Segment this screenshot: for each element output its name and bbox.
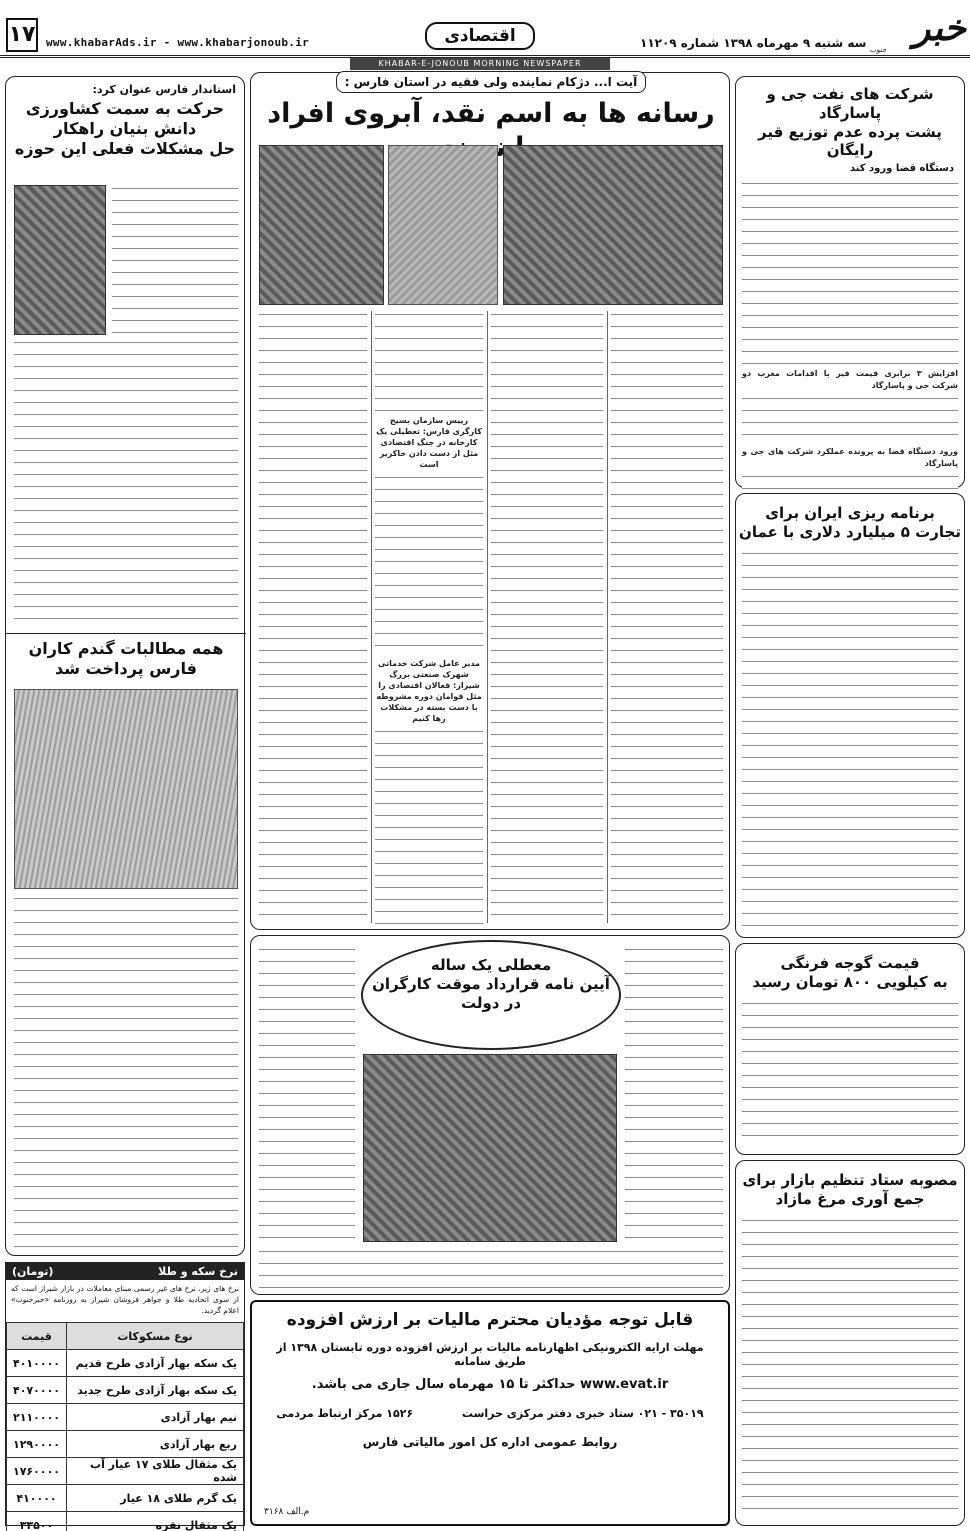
table-row xyxy=(7,1485,244,1512)
coin-type: نیم بهار آزادی xyxy=(67,1404,244,1431)
story-oil-companies xyxy=(735,76,965,488)
story-headline-line: در دولت xyxy=(460,993,522,1012)
coin-price: ۴۰۱۰۰۰۰ xyxy=(7,1350,67,1377)
tax-advertisement xyxy=(250,1300,730,1526)
section-title: اقتصادی xyxy=(425,22,535,50)
coin-price: ۳۳۵۰۰ xyxy=(7,1512,67,1531)
table-title: نرخ سکه و طلا xyxy=(158,1265,238,1278)
column-divider xyxy=(607,311,608,923)
story-temporary-contracts xyxy=(250,935,730,1295)
story-body-text xyxy=(611,311,723,923)
logo-subtitle: جنوب xyxy=(870,46,887,54)
table-unit: (تومان) xyxy=(12,1265,54,1278)
section-divider xyxy=(6,633,246,634)
table-row xyxy=(7,1404,244,1431)
coin-price: ۴۰۷۰۰۰۰ xyxy=(7,1377,67,1404)
newspaper-logo: خبر xyxy=(913,7,966,49)
photo-officials-standing xyxy=(259,145,384,305)
story-subhead: رییس سازمان بسیج کارگری فارس: تعطیلی یک کارخانه در جنگ اقتصادی مثل از دست دادن خاکریز است xyxy=(376,416,482,469)
story-headline-line: آیین نامه قرارداد موقت کارگران xyxy=(372,974,610,993)
story-inline-head: ورود دستگاه قضا به پرونده عملکرد شرکت های جی و پاسارگاد xyxy=(742,446,958,468)
page-header xyxy=(0,0,970,58)
story-body-text xyxy=(742,1000,958,1145)
story-oman-trade xyxy=(735,493,965,938)
story-tomato-price xyxy=(735,943,965,1155)
story-headline-line: مصوبه ستاد تنظیم بازار برای xyxy=(742,1171,958,1189)
ad-phone: ۱۵۲۶ مرکز ارتباط مردمی xyxy=(276,1407,414,1420)
story-headline-line: تجارت ۵ میلیارد دلاری با عمان xyxy=(739,522,961,541)
story-headline-line: دانش بنیان راهکار xyxy=(53,118,197,138)
story-body-text xyxy=(14,339,238,629)
story-headline-line: معطلی یک ساله xyxy=(430,956,552,974)
coin-type: یک گرم طلای ۱۸ عیار xyxy=(67,1485,244,1512)
table-note: نرخ های زیر، نرخ های غیر رسمی مبنای معاملات در بازار شیراز است که از سوی اتحادیه طلا و جواهر فروشان شیراز به روزنامه «خبرجنوب» اعلام گردید. xyxy=(11,1284,239,1315)
story-body-text xyxy=(375,474,483,654)
ad-phone: ۳۵۰۱۹ - ۰۲۱ ستاد خبری دفتر مرکزی حراست xyxy=(461,1407,704,1420)
table-row xyxy=(7,1350,244,1377)
story-headline-line: حرکت به سمت کشاورزی xyxy=(25,98,225,118)
story-kicker: استاندار فارس عنوان کرد: xyxy=(92,83,236,96)
story-body-text xyxy=(259,311,367,923)
table-row xyxy=(7,1431,244,1458)
story-headline-line: پشت پرده عدم توزیع قیر رایگان xyxy=(758,122,942,160)
table-row xyxy=(7,1377,244,1404)
story-headline-line: به کیلویی ۸۰۰ تومان رسید xyxy=(752,972,948,991)
table-row xyxy=(7,1458,244,1485)
price-table-grid xyxy=(6,1322,244,1531)
photo-conference-audience xyxy=(503,145,723,305)
story-body-text xyxy=(112,185,238,335)
coin-price: ۲۱۱۰۰۰۰ xyxy=(7,1404,67,1431)
story-media-criticism xyxy=(250,72,730,930)
story-body-text xyxy=(742,180,958,365)
table-row xyxy=(7,1512,244,1531)
story-body-text xyxy=(742,1217,958,1517)
story-subhead: مدیر عامل شرکت خدماتی شهرک صنعتی بزرگ شیراز: فعالان اقتصادی را مثل قوامان دوره مشروطه با دست بسته در مشکلات رها کنیم xyxy=(376,659,482,723)
coin-type: یک سکه بهار آزادی طرح جدید xyxy=(67,1377,244,1404)
ad-code: م.الف ۳۱۶۸ xyxy=(264,1507,310,1517)
coin-price: ۱۲۹۰۰۰۰ xyxy=(7,1431,67,1458)
story-body-text xyxy=(491,311,603,923)
story-agriculture xyxy=(5,76,245,1256)
ad-line: مهلت ارایه الکترونیکی اظهارنامه مالیات بر ارزش افزوده دوره تابستان ۱۳۹۸ از طریق سامانه xyxy=(276,1341,704,1368)
story-inline-head: افزایش ۳ برابری قیمت قیر با اقدامات مغرب دو شرکت جی و پاسارگاد xyxy=(742,368,959,390)
story-headline-line: شرکت های نفت جی و پاسارگاد xyxy=(766,85,934,122)
story-body-text xyxy=(259,946,355,1246)
story-headline-line: فارس پرداخت شد xyxy=(54,659,197,678)
story-chicken-market xyxy=(735,1160,965,1526)
headline-oval xyxy=(361,940,621,1050)
photo-workers xyxy=(363,1054,617,1242)
photo-wheat-field xyxy=(14,689,238,889)
coin-price: ۴۱۰۰۰۰ xyxy=(7,1485,67,1512)
story-headline-line: همه مطالبات گندم کاران xyxy=(28,639,224,658)
column-divider xyxy=(371,311,372,923)
masthead-strip: KHABAR-E-JONOUB MORNING NEWSPAPER xyxy=(350,58,610,70)
ad-title: قابل توجه مؤدیان محترم مالیات بر ارزش افزوده xyxy=(286,1310,694,1330)
story-headline-line: جمع آوری مرغ مازاد xyxy=(775,1189,925,1208)
story-body-text xyxy=(259,1248,723,1290)
story-subhead: دستگاه قضا ورود کند xyxy=(849,163,954,174)
ad-line[interactable]: www.evat.ir حداکثر تا ۱۵ مهرماه سال جاری می باشد. xyxy=(311,1376,669,1392)
coin-type: یک سکه بهار آزادی طرح قدیم xyxy=(67,1350,244,1377)
coin-type: یک مثقال نقره xyxy=(67,1512,244,1531)
photo-governor xyxy=(14,185,106,335)
website-urls[interactable]: www.khabarAds.ir - www.khabarjonoub.ir xyxy=(46,36,310,49)
story-headline-line: حل مشکلات فعلی این حوزه xyxy=(14,138,236,158)
story-body-text xyxy=(375,728,483,928)
main-headline: رسانه ها به اسم نقد، آبروی افراد xyxy=(267,98,715,129)
story-headline-line: قیمت گوجه فرنگی xyxy=(780,954,920,972)
page-number: ۱۷ xyxy=(6,18,38,52)
story-column xyxy=(375,311,483,923)
coin-type: یک مثقال طلای ۱۷ عیار آب شده xyxy=(67,1458,244,1485)
photo-cleric-ceremony xyxy=(388,145,498,305)
column-header: قیمت xyxy=(7,1323,67,1350)
column-header: نوع مسکوکات xyxy=(67,1323,244,1350)
story-body-text xyxy=(742,550,958,928)
story-body-text xyxy=(742,395,958,443)
ad-footer: روابط عمومی اداره کل امور مالیاتی فارس xyxy=(362,1434,618,1449)
coin-price: ۱۷۶۰۰۰۰ xyxy=(7,1458,67,1485)
story-body-text xyxy=(14,895,238,1249)
story-body-text xyxy=(625,946,723,1246)
column-divider xyxy=(487,311,488,923)
story-body-text xyxy=(375,311,483,411)
story-kicker: آیت ا... دژکام نماینده ولی فقیه در استان فارس : xyxy=(336,71,646,93)
coin-type: ربع بهار آزادی xyxy=(67,1431,244,1458)
story-headline-line: برنامه ریزی ایران برای xyxy=(765,504,935,522)
dateline: سه شنبه ۹ مهرماه ۱۳۹۸ شماره ۱۱۲۰۹ xyxy=(640,36,867,50)
gold-price-table xyxy=(5,1262,245,1531)
